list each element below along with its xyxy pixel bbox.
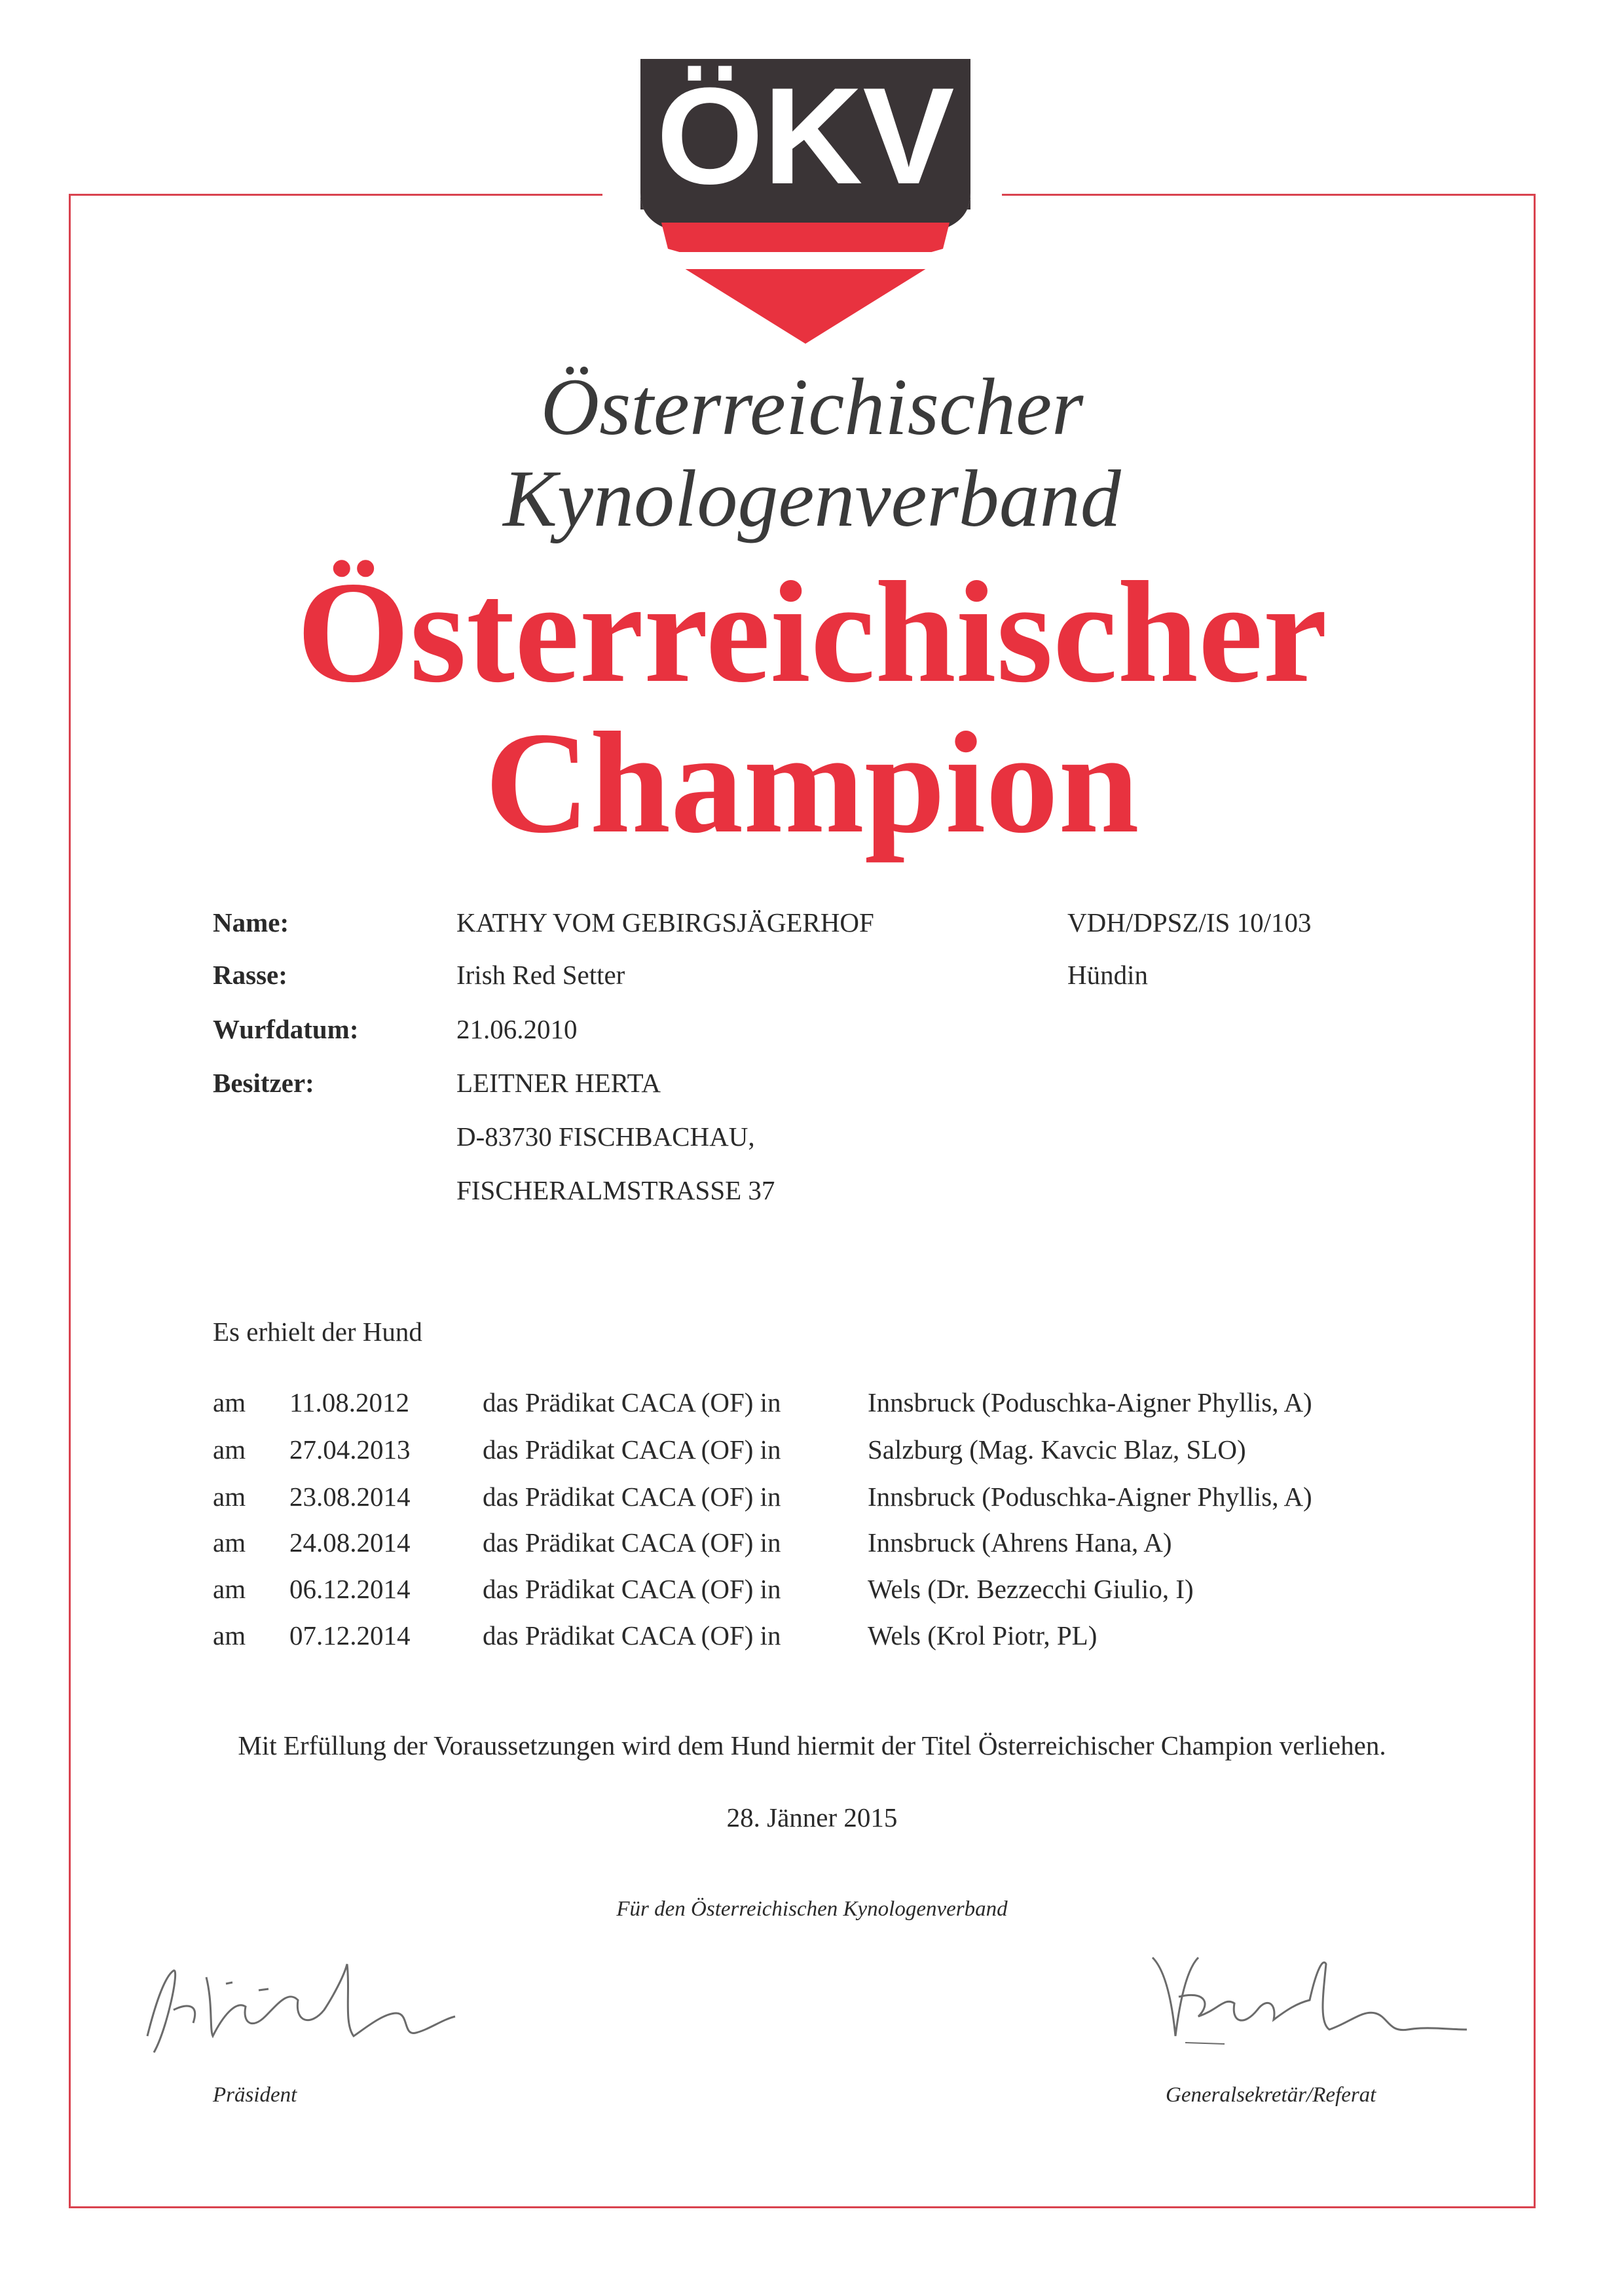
award-predicate: das Prädikat CACA (OF) in [483, 1527, 781, 1558]
award-row [0, 1527, 1624, 1566]
for-organization: Für den Österreichischen Kynologenverband [616, 1897, 1008, 1921]
issue-date: 28. Jänner 2015 [726, 1802, 898, 1832]
award-am: am [213, 1482, 246, 1512]
border-bottom [69, 2206, 1536, 2208]
award-date: 07.12.2014 [289, 1620, 411, 1650]
owner-label: Besitzer: [213, 1068, 314, 1098]
breed-label: Rasse: [213, 960, 287, 990]
president-role: Präsident [213, 2083, 297, 2107]
dog-breed: Irish Red Setter [456, 960, 625, 990]
award-location: Wels (Krol Piotr, PL) [868, 1620, 1098, 1650]
border-top-right [1002, 194, 1536, 196]
logo-text: ÖKV [656, 59, 955, 213]
dog-name: KATHY VOM GEBIRGSJÄGERHOF [456, 907, 874, 938]
award-predicate: das Prädikat CACA (OF) in [483, 1574, 781, 1604]
awards-intro: Es erhielt der Hund [213, 1317, 422, 1347]
dog-sex: Hündin [1067, 960, 1148, 990]
name-label: Name: [213, 907, 289, 938]
award-date: 27.04.2013 [289, 1434, 411, 1465]
award-am: am [213, 1574, 246, 1604]
award-am: am [213, 1527, 246, 1558]
border-top-left [69, 194, 602, 196]
owner-line: FISCHERALMSTRASSE 37 [456, 1175, 775, 1205]
award-row [0, 1434, 1624, 1473]
award-location: Salzburg (Mag. Kavcic Blaz, SLO) [868, 1434, 1246, 1465]
secretary-role: Generalsekretär/Referat [1166, 2083, 1376, 2107]
award-row [0, 1387, 1624, 1426]
conclusion-text: Mit Erfüllung der Voraussetzungen wird dem Hund hiermit der Titel Österreichischer Champion verliehen. [238, 1730, 1386, 1760]
award-date: 11.08.2012 [289, 1387, 409, 1417]
okv-logo [635, 52, 976, 360]
award-row [0, 1620, 1624, 1659]
award-location: Wels (Dr. Bezzecchi Giulio, I) [868, 1574, 1194, 1604]
award-am: am [213, 1387, 246, 1417]
award-location: Innsbruck (Ahrens Hana, A) [868, 1527, 1172, 1558]
registration-number: VDH/DPSZ/IS 10/103 [1067, 907, 1312, 938]
birth-label: Wurfdatum: [213, 1014, 359, 1044]
award-date: 23.08.2014 [289, 1482, 411, 1512]
award-predicate: das Prädikat CACA (OF) in [483, 1387, 781, 1417]
award-predicate: das Prädikat CACA (OF) in [483, 1620, 781, 1650]
organization-line1: Österreichischer [540, 362, 1084, 452]
birth-date: 21.06.2010 [456, 1014, 578, 1044]
award-predicate: das Prädikat CACA (OF) in [483, 1434, 781, 1465]
award-am: am [213, 1434, 246, 1465]
award-predicate: das Prädikat CACA (OF) in [483, 1482, 781, 1512]
owner-line: LEITNER HERTA [456, 1068, 661, 1098]
award-date: 24.08.2014 [289, 1527, 411, 1558]
secretary-signature [1113, 1931, 1480, 2075]
award-row [0, 1573, 1624, 1613]
award-location: Innsbruck (Poduschka-Aigner Phyllis, A) [868, 1387, 1312, 1417]
award-date: 06.12.2014 [289, 1574, 411, 1604]
title-line1: Österreichischer [297, 552, 1327, 713]
president-signature [128, 1938, 494, 2082]
award-row [0, 1481, 1624, 1520]
title-line2: Champion [485, 702, 1139, 864]
award-location: Innsbruck (Poduschka-Aigner Phyllis, A) [868, 1482, 1312, 1512]
organization-line2: Kynologenverband [503, 454, 1121, 543]
owner-line: D-83730 FISCHBACHAU, [456, 1121, 755, 1152]
award-am: am [213, 1620, 246, 1650]
